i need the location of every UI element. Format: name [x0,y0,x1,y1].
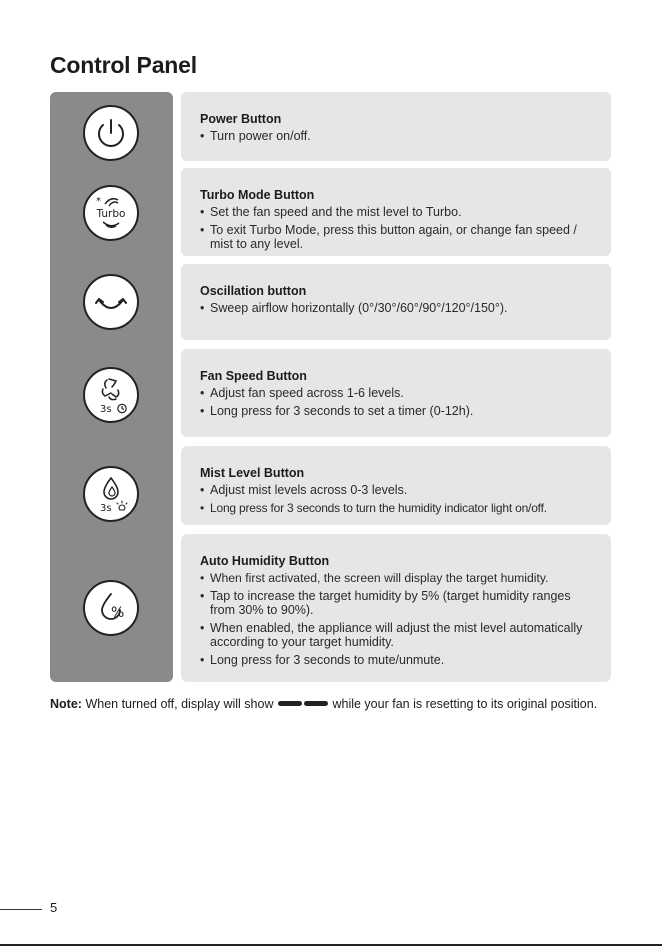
power-icon [83,105,139,161]
display-segment-icon [277,697,329,711]
mist-level-icon [83,466,139,522]
auto-humidity-button-card [181,534,611,682]
note-label: Note: [50,697,82,711]
fan-speed-icon [83,367,139,423]
turbo-mode-button-card [181,168,611,256]
fan-speed-icon-label: 3s [100,404,112,415]
card-title: Oscillation button [200,284,307,298]
card-bullet: • Adjust mist levels across 0-3 levels. [200,483,599,498]
note [50,695,610,713]
auto-humidity-icon [83,580,139,636]
svg-text:%: % [111,605,125,621]
oscillation-icon [83,274,139,330]
card-title: Mist Level Button [200,466,305,480]
card-bullet: • Set the fan speed and the mist level to Turbo. [200,205,599,220]
card-title: Power Button [200,112,282,126]
card-title: Turbo Mode Button [200,188,315,202]
card-title: Fan Speed Button [200,369,307,383]
card-bullet: • When first activated, the screen will display the target humidity. [200,571,599,586]
card-bullet: • Long press for 3 seconds to turn the humidity indicator light on/off. [200,501,599,516]
svg-text:*: * [96,196,101,207]
turbo-icon [83,185,139,241]
mist-level-button-card [181,446,611,525]
card-bullet: • Sweep airflow horizontally (0°/30°/60°/90°/120°/150°). [200,301,599,316]
power-button-card [181,92,611,161]
card-bullet: • Adjust fan speed across 1-6 levels. [200,386,599,401]
page-number-rule [0,909,42,910]
card-title: Auto Humidity Button [200,554,330,568]
turbo-icon-label: Turbo [96,208,126,220]
fan-speed-button-card [181,349,611,437]
mist-level-icon-label: 3s [100,503,112,514]
page-number: 5 [50,900,58,915]
note-text-before: When turned off, display will show [85,697,274,711]
card-bullet: • Long press for 3 seconds to mute/unmute. [200,653,599,668]
card-bullet: • Turn power on/off. [200,129,599,144]
card-bullet: • To exit Turbo Mode, press this button again, or change fan speed / mist to any level. [200,223,599,252]
page-title: Control Panel [50,52,197,78]
card-bullet: • When enabled, the appliance will adjust the mist level automatically according to your target humidity. [200,621,599,650]
note-text-after: while your fan is resetting to its original position. [332,697,598,711]
card-bullet: • Long press for 3 seconds to set a timer (0-12h). [200,404,599,419]
oscillation-button-card [181,264,611,340]
card-bullet: • Tap to increase the target humidity by 5% (target humidity ranges from 30% to 90%). [200,589,599,618]
